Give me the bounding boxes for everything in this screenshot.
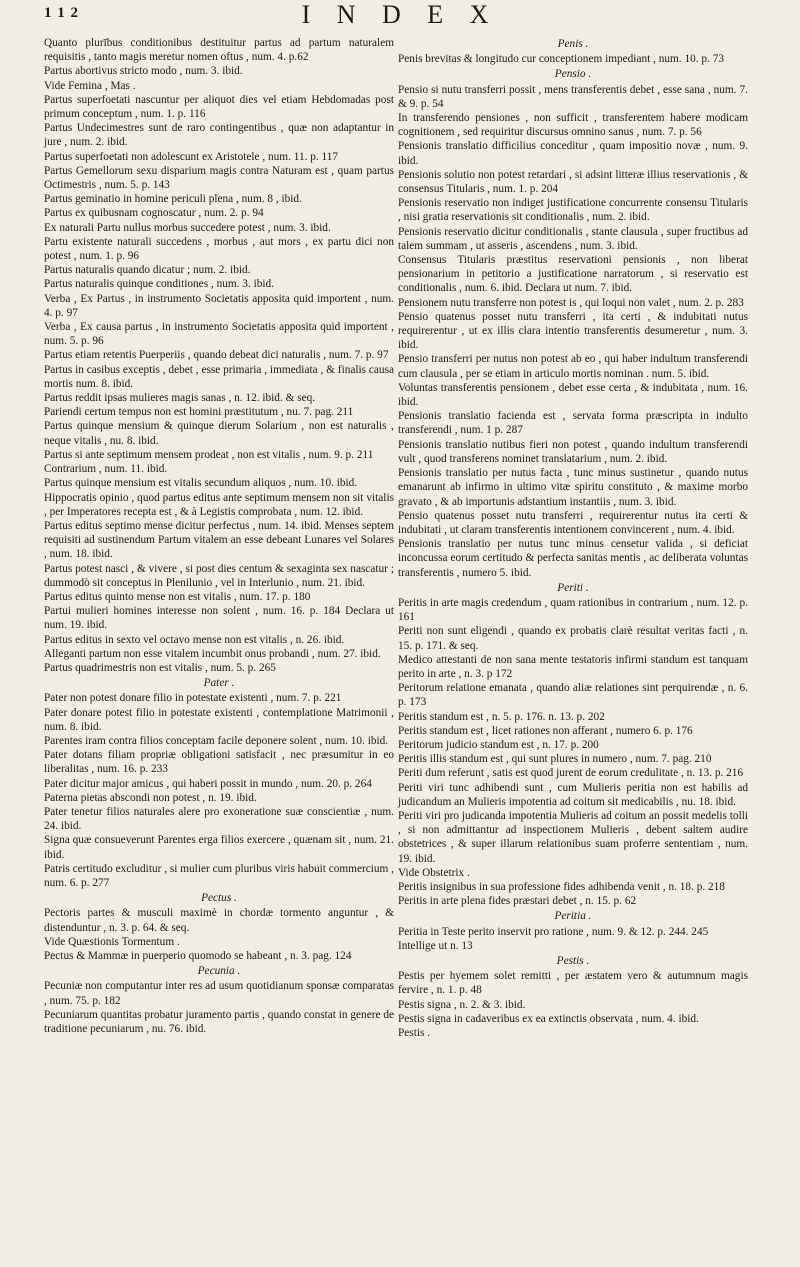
index-heading: Pensio . (554, 68, 592, 81)
index-entry: Pensio quatenus posset nutu transferri , ita certi , & indubitati nutus requirerentur , ut ex illis clara intentio transferentis desumeretur , num. 3. ibid. (398, 310, 748, 352)
index-entry: Partus quinque mensium est vitalis secundum aliquos , num. 10. ibid. (44, 477, 358, 490)
index-entry: Peritorum judicio standum est , n. 17. p. 200 (398, 738, 599, 751)
index-entry: Alleganti partum non esse vitalem incumbit onus probandi , num. 27. ibid. (44, 647, 381, 660)
index-entry: Penis brevitas & longitudo cur conceptionem impediant , num. 10. p. 73 (398, 53, 724, 66)
index-entry: Partus quadrimestris non est vitalis , num. 5. p. 265 (44, 661, 276, 674)
index-entry: Partus superfoetati non adolescunt ex Aristotele , num. 11. p. 117 (44, 150, 339, 163)
index-heading: Pestis . (556, 955, 590, 967)
index-entry: Partui mulieri homines interesse non solent , num. 16. p. 184 Declara ut num. 19. ibid. (44, 605, 394, 632)
index-entry: Contrarium , num. 11. ibid. (44, 463, 168, 476)
index-entry: Vide Quæstionis Tormentum . (44, 935, 180, 948)
index-entry: Pectus & Mammæ in puerperio quomodo se habeant , n. 3. pag. 124 (44, 950, 352, 962)
index-entry: Quanto plurībus conditionibus destituitur partus ad partum naturalem requisitis , tanto magis meretur nomen oftus , num. 4. p.62 (44, 37, 394, 64)
index-entry: Signa quæ consueverunt Parentes erga filios exercere , quænam sit , num. 21. ibid. (44, 834, 394, 861)
index-entry: Partus editus septimo mense dicitur perfectus , num. 14. ibid. Menses septem requisiti ad sustinendum Partum vitalem an esse debeant Lunares vel Solares , num. 18. ibid. (44, 519, 394, 561)
index-entry: Periti non sunt eligendi , quando ex probatis clarè resultat veritas facti , n. 15. p. 171. & seq. (398, 625, 748, 652)
index-entry: Ex naturali Partu nullus morbus succedere potest , num. 3. ibid. (44, 221, 331, 234)
index-entry: Peritorum relatione emanata , quando aliæ relationes sint perquirendæ , n. 6. p. 173 (398, 682, 748, 709)
left-column (44, 36, 394, 1036)
index-entry: Pensionis reservatio dicitur conditionalis , stante clausula , super fructibus ad talem summam , ut asseris , ascendens , num. 3. ibid. (398, 225, 748, 252)
index-entry: Pensionis translatio per nutus facta , tunc minus sustinetur , quando nutus emanarunt ab infirmo in ultimo vitæ spiritu constituto , & maxime morbo gravato , & ab importunis adstantium instantiis , num. 3. ibid. (398, 467, 748, 508)
index-entry: Partus quinque mensium & quinque dierum Solarium , non est naturalis , neque vitalis , nu. 8. ibid. (44, 420, 394, 447)
index-entry: Consensus Titularis præstitus reservationi pensionis , non liberat pensionarium in petitorio a justificatione narratorum , si reservatio est conditionalis , num. 6. ibid. Declara ut num. 7. ibid. (398, 254, 748, 295)
index-entry: Vide Obstetrix . (398, 866, 470, 879)
index-entry: Pensionis translatio nutibus fieri non potest , quando indultum transferendi vult , quod transferens nominet translatarium , num. 2. ibid. (398, 438, 748, 465)
index-entry: Periti dum referunt , satis est quod jurent de eorum credulitate , n. 13. p. 216 (398, 767, 744, 780)
index-entry: Peritis insignibus in sua professione fides adhibenda venit , n. 18. p. 218 (398, 880, 725, 893)
index-entry: In transferendo pensiones , non sufficit , transferentem habere modicam cognitionem , sed requiritur discursus omnino sanus , num. 7. p. 56 (398, 112, 748, 139)
index-entry: Partu existente naturali succedens , morbus , aut mors , ex partu dici non potest , num. 1. p. 96 (44, 235, 394, 263)
index-entry: Peritis standum est , licet rationes non afferant , numero 6. p. 176 (398, 724, 693, 737)
index-entry: Partus naturalis quinque conditiones , num. 3. ibid. (44, 278, 274, 291)
index-entry: Parentes iram contra filios conceptam facile deponere solent , num. 10. ibid. (44, 734, 389, 747)
index-entry: Pater tenetur filios naturales alere pro exoneratione suæ conscientiæ , num. 24. ibid. (44, 805, 394, 833)
index-entry: Partus Undecimestres sunt de raro contingentibus , quæ non adaptantur in jure , num. 2. ibid. (44, 122, 394, 149)
index-entry: Pensio si nutu transferri possit , mens transferentis debet , esse sana , num. 7. & 9. p. 54 (398, 83, 748, 110)
index-entry: Pestis . (398, 1027, 431, 1040)
index-entry: Patris certitudo excluditur , si mulier cum pluribus viris habuit commercium , num. 6. p. 277 (44, 862, 394, 889)
index-entry: Pensionem nutu transferre non potest is , qui loqui non valet , num. 2. p. 283 (398, 296, 744, 309)
index-heading: Peritia . (554, 910, 592, 923)
index-heading: Pectus . (201, 892, 237, 905)
index-entry: Pater dicitur major amicus , qui haberi possit in mundo , num. 20. p. 264 (44, 777, 372, 790)
index-entry: Partus reddit ipsas mulieres magis sanas , n. 12. ibid. & seq. (44, 392, 316, 405)
index-entry: Partus editus in sexto vel octavo mense non est vitalis , n. 26. ibid. (44, 633, 345, 646)
index-entry: Partus etiam retentis Puerperiis , quando debeat dici naturalis , num. 7. p. 97 (44, 349, 389, 362)
index-entry: Pariendi certum tempus non est homini præstitutum , nu. 7. pag. 211 (44, 406, 354, 419)
index-entry: Pestis signa in cadaveribus ex ea extinctis observata , num. 4. ibid. (398, 1012, 699, 1025)
index-entry: Pectoris partes & musculi maximè in chordæ tormento anguntur , & distenduntur , n. 3. p. 64. & seq. (44, 907, 394, 934)
index-entry: Partus naturalis quando dicatur ; num. 2. ibid. (44, 264, 251, 277)
index-entry: Partus Gemellorum sexu disparium magis contra Naturam est , quam partus Octimestris , num. 5. p. 143 (44, 164, 394, 192)
index-entry: Pecuniæ non computantur inter res ad usum quotidianum sponsæ comparatas , num. 75. p. 182 (44, 980, 394, 1007)
index-entry: Pensionis translatio per nutus tunc minus censetur valida , si deficiat inconcussa eorum certitudo & perfecta sanitas mentis , ac deliberata voluntas transferentis , numero 5. ibid. (398, 538, 748, 579)
index-entry: Partus si ante septimum mensem prodeat , non est vitalis , num. 9. p. 211 (44, 448, 374, 461)
index-entry: Medico attestanti de non sana mente testatoris infirmi standum est tanquam perito in arte , n. 3. p 172 (398, 653, 748, 680)
index-entry: Vide Femina , Mas . (44, 79, 136, 92)
index-entry: Pensionis solutio non potest retardari , si adsint litteræ illius reservationis , & consensus Titularis , num. 1. p. 204 (398, 168, 748, 196)
right-column (398, 36, 748, 1040)
index-entry: Peritis illis standum est , qui sunt plures in numero , num. 7. pag. 210 (398, 753, 712, 766)
index-heading: Pater . (203, 677, 235, 690)
index-entry: Pensionis translatio difficilius conceditur , quam impositio novæ , num. 9. ibid. (398, 140, 748, 167)
index-heading: Pecunia . (197, 965, 241, 978)
index-entry: Voluntas transferentis pensionem , debet esse certa , & indubitata , num. 16. ibid. (398, 381, 748, 409)
index-entry: Partus geminatio in homine periculi plena , num. 8 , ibid. (44, 193, 302, 206)
index-entry: Pater non potest donare filio in potestate existenti , num. 7. p. 221 (44, 692, 342, 705)
index-entry: Verba , Ex causa partus , in instrumento Societatis apposita quid importent , num. 5. p. 96 (44, 321, 394, 348)
index-entry: Peritia in Teste perito inservit pro ratione , num. 9. & 12. p. 244. 245 (398, 925, 709, 938)
index-entry: Partus in casibus exceptis , debet , esse primaria , immediata , & finalis causa mortis num. 8. ibid. (44, 363, 394, 390)
index-heading: Periti . (557, 581, 589, 594)
index-entry: Pensionis reservatio non indiget justificatione concurrente consensu Titularis , nisi gratia reservationis sit conditionalis , num. 2. ibid. (398, 197, 748, 224)
index-entry: Intellige ut n. 13 (398, 939, 473, 952)
index-entry: Partus potest nasci , & vivere , si post dies centum & sexaginta sex nascatur ; dummodò sit conceptus in Plenilunio , vel in Interlunio , num. 21. ibid. (44, 562, 394, 589)
index-entry: Partus editus quinto mense non est vitalis , num. 17. p. 180 (44, 590, 311, 603)
index-entry: Peritis standum est , n. 5. p. 176. n. 13. p. 202 (398, 710, 605, 723)
index-entry: Partus abortivus stricto modo , num. 3. ibid. (44, 65, 243, 78)
index-entry: Pensionis translatio facienda est , servata forma præscripta in indulto transferendi , num. 1 p. 287 (398, 410, 748, 437)
index-entry: Hippocratis opinio , quod partus editus ante septimum mensem non sit vitalis , per Imperatores recepta est , & à Legistis comprobata , num. 12. ibid. (44, 491, 394, 518)
running-head: I N D E X (301, 0, 499, 29)
index-entry: Peritis in arte plena fides præstari debet , n. 15. p. 62 (398, 895, 637, 908)
index-entry: Pater donare potest filio in potestate existenti , contemplatione Matrimonii , num. 8. ibid. (44, 706, 394, 733)
index-entry: Partus ex quibusnam cognoscatur , num. 2. p. 94 (44, 207, 264, 220)
index-entry: Partus superfoetati nascuntur per aliquot dies vel etiam Hebdomadas post primum conceptum , num. 1. p. 116 (44, 93, 394, 121)
index-entry: Periti viri pro judicanda impotentia Mulieris ad coitum an possit medelis tolli , si non admittantur ad inspectionem Mulieris , debent saltem audire obstetrices , & super illarum relationibus suam proferre sententiam , num. 19. ibid. (398, 809, 748, 865)
index-heading: Penis . (557, 38, 589, 50)
page-number: 1 1 2 (44, 5, 79, 21)
index-entry: Pecuniarum quantitas probatur juramento partis , quando constat in genere de traditione pecuniarum , nu. 76. ibid. (44, 1008, 394, 1036)
index-entry: Pestis per hyemem solet remitti , per æstatem vero & autumnum magis fervire , n. 1. p. 48 (398, 970, 748, 997)
index-entry: Paterna pietas abscondi non potest , n. 19. ibid. (44, 791, 257, 804)
index-entry: Pater dotans filiam propriæ obligationi satisfacit , nec præsumitur in eo liberalitas , num. 16. p. 233 (44, 749, 394, 776)
index-entry: Peritis in arte magis credendum , quam rationibus in contrarium , num. 12. p. 161 (398, 596, 748, 624)
index-entry: Pestis signa , n. 2. & 3. ibid. (398, 998, 526, 1011)
index-entry: Periti viri tunc adhibendi sunt , cum Mulieris peritia non est habilis ad judicandum an Mulieris impotentia ad coitum sit medicabilis , nu. 18. ibid. (398, 781, 748, 808)
index-entry: Pensio quatenus posset nutu transferri , requirerentur nutus ita certi & indubitati , ut claram transferentis intentionem convincerent , num. 4. ibid. (398, 509, 748, 536)
index-entry: Pensio transferri per nutus non potest ab eo , qui haber indultum transferendi cum clausula , per se etiam in articulo mortis nominan . num. 5. ibid. (398, 353, 748, 380)
index-entry: Verba , Ex Partus , in instrumento Societatis appositа quid importent , num. 4. p. 97 (44, 292, 394, 319)
